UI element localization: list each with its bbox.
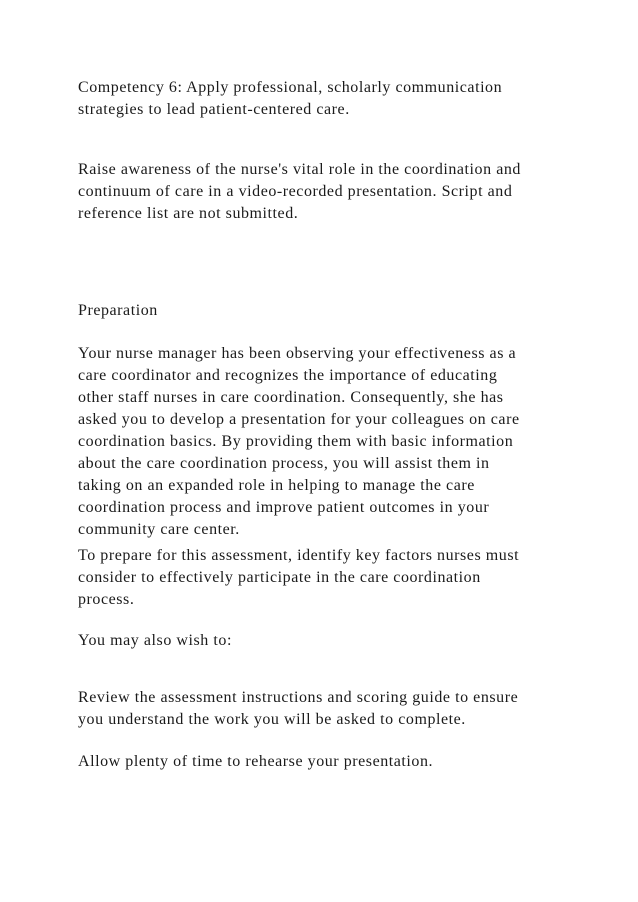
- review-item-line: Review the assessment instructions and scoring guide to ensure: [78, 689, 519, 706]
- prepare-paragraph-line: To prepare for this assessment, identify key factors nurses must: [78, 547, 520, 564]
- preparation-body-line: coordination process and improve patient outcomes in your: [78, 499, 490, 516]
- preparation-body-line: coordination basics. By providing them with basic information: [78, 433, 514, 450]
- preparation-body-line: Your nurse manager has been observing your effectiveness as a: [78, 345, 517, 362]
- intro-line: continuum of care in a video-recorded presentation. Script and: [78, 183, 513, 200]
- review-item-line: you understand the work you will be asked to complete.: [78, 711, 466, 728]
- rehearse-item: Allow plenty of time to rehearse your presentation.: [78, 753, 434, 770]
- preparation-body-line: other staff nurses in care coordination. Consequently, she has: [78, 389, 504, 406]
- preparation-heading: Preparation: [78, 302, 158, 319]
- preparation-body-line: taking on an expanded role in helping to manage the care: [78, 477, 475, 494]
- preparation-body-line: asked you to develop a presentation for your colleagues on care: [78, 411, 520, 428]
- prepare-paragraph-line: consider to effectively participate in the care coordination: [78, 569, 481, 586]
- competency-line: strategies to lead patient-centered care.: [78, 101, 350, 118]
- intro-line: reference list are not submitted.: [78, 205, 299, 222]
- preparation-body-line: care coordinator and recognizes the importance of educating: [78, 367, 498, 384]
- competency-line: Competency 6: Apply professional, scholarly communication: [78, 79, 503, 96]
- intro-line: Raise awareness of the nurse's vital role in the coordination and: [78, 161, 521, 178]
- wish-intro: You may also wish to:: [78, 632, 232, 649]
- preparation-body-line: community care center.: [78, 521, 240, 538]
- preparation-body-line: about the care coordination process, you will assist them in: [78, 455, 490, 472]
- prepare-paragraph-line: process.: [78, 591, 135, 608]
